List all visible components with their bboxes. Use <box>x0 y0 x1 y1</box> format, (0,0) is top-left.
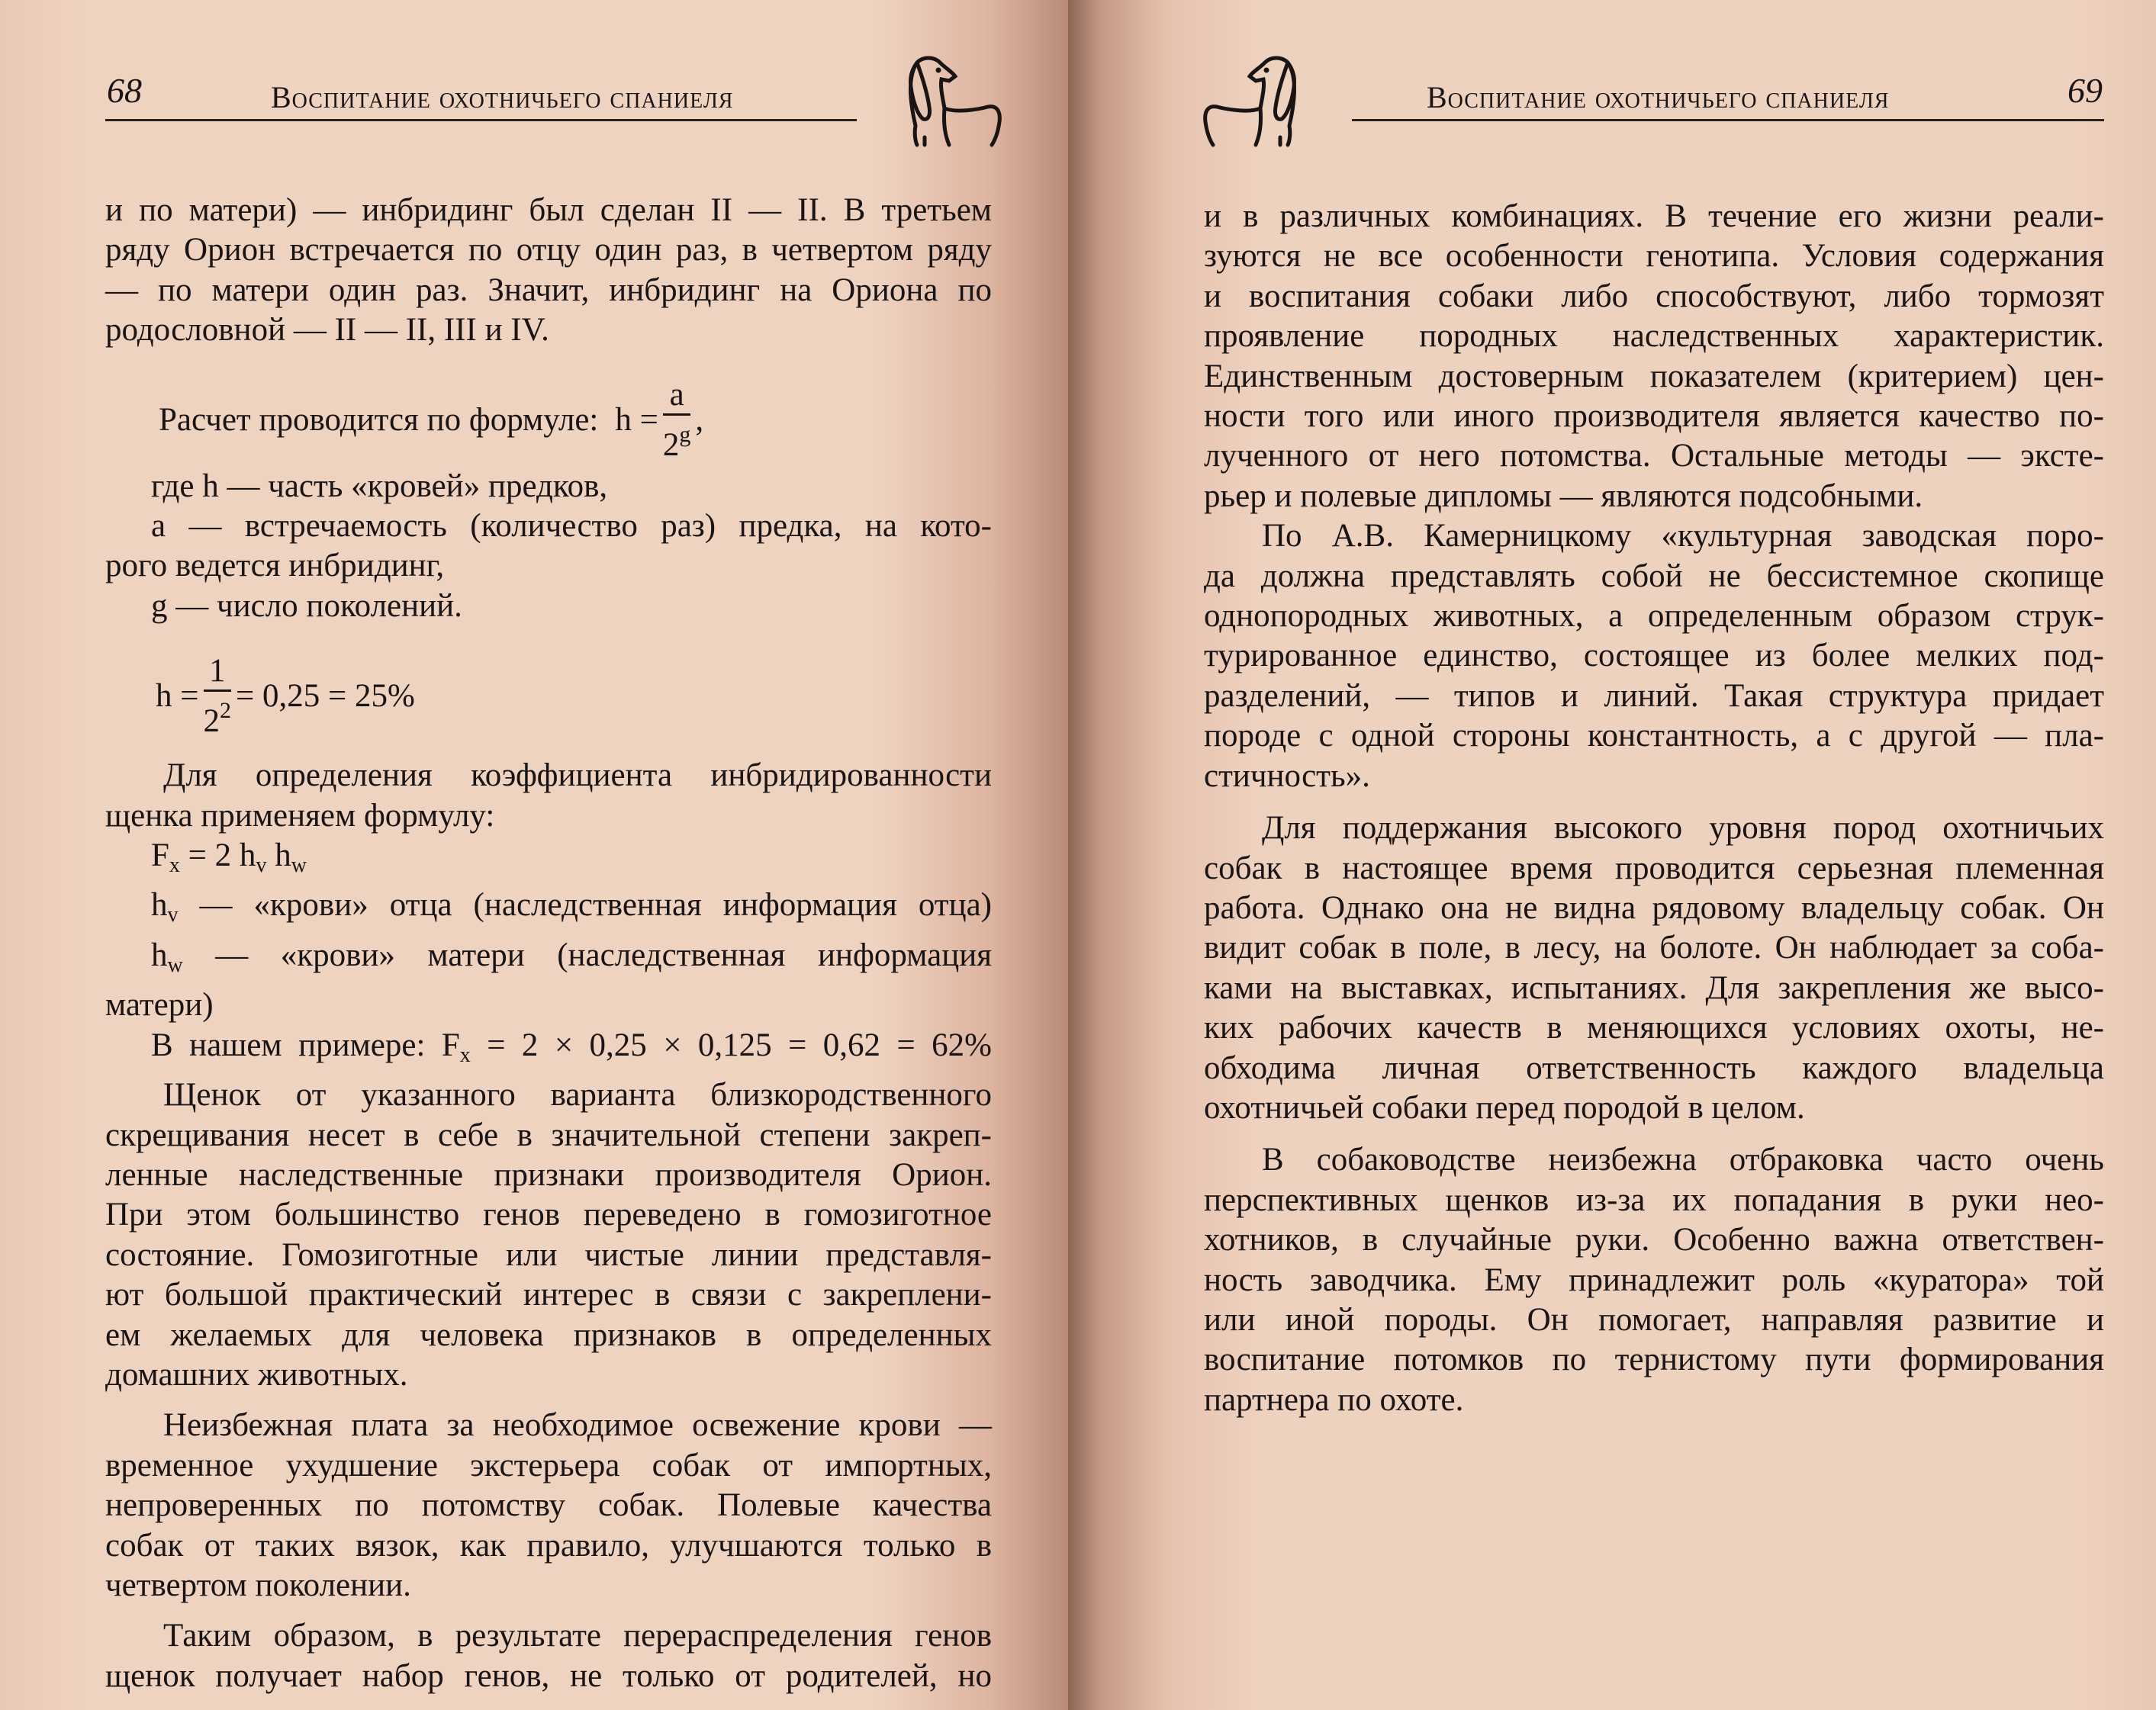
text-line: родословной — II — II, III и IV. <box>105 312 549 349</box>
formula-lhs: h = <box>615 402 658 439</box>
text-line: ют большой практический интерес в связи с закреплени- <box>105 1277 992 1313</box>
numerator: a <box>663 377 691 416</box>
text-line: зуются не все особенности генотипа. Условия содержания <box>1204 238 2104 275</box>
fx-formula: $F_x = 2$ $h_v$ $h_w$ <box>151 837 307 878</box>
spaniel-icon <box>1198 53 1335 149</box>
page-number: 68 <box>107 71 142 110</box>
text-line: лученного от него потомства. Остальные методы — эксте- <box>1204 438 2104 474</box>
text-line: скрещивания несет в себе в значительной степени закреп- <box>105 1117 992 1153</box>
text-line: хотников, в случайные руки. Особенно важна ответствен- <box>1204 1222 2104 1258</box>
text-line: собак в настоящее время проводится серьезная племенная <box>1204 850 2104 886</box>
text-line: ность заводчика. Ему принадлежит роль «куратора» той <box>1204 1262 2104 1298</box>
text-line: Единственным достоверным показателем (критерием) цен- <box>1204 358 2104 394</box>
text-line: разделений, — типов и линий. Такая структура придает <box>1204 677 2104 714</box>
text-line: состояние. Гомозиготные или чистые линии представля- <box>105 1236 992 1273</box>
text-line: перспективных щенков из-за их попадания в руки нео- <box>1204 1181 2104 1218</box>
definition-line: где h — часть «кровей» предков, <box>151 468 608 504</box>
text-line: непроверенных по потомству собак. Полевые качества <box>105 1487 992 1524</box>
text-line: породе с одной стороны константность, а с другой — пла- <box>1204 718 2104 754</box>
text-line: и в различных комбинациях. В течение его жизни реали- <box>1204 198 2104 234</box>
text-line: охотничьей собаки перед породой в целом. <box>1204 1089 1805 1126</box>
definition-line: рого ведется инбридинг, <box>105 548 445 584</box>
spaniel-icon <box>870 53 1007 149</box>
hv-definition: $h_v$ — «крови» отца (наследственная информация отца) <box>151 887 992 927</box>
fraction <box>663 377 691 464</box>
text-line: ряду Орион встречается по отцу один раз, в четвертом ряду <box>105 232 992 268</box>
text-line: Таким образом, в результате перераспределения генов <box>163 1618 992 1654</box>
denominator: 2$^g$ <box>662 422 691 464</box>
text-line: четвертом поколении. <box>105 1567 411 1603</box>
text-line: ем желаемых для человека признаков в определенных <box>105 1316 992 1353</box>
running-head <box>0 70 1068 131</box>
right-body <box>1204 197 2104 1420</box>
text-line: турированное единство, состоящее из более мелких под- <box>1204 638 2104 674</box>
text-line: В собаководстве неизбежна отбраковка часто очень <box>1262 1142 2104 1178</box>
text-line: ности того или иного производителя является качество по- <box>1204 398 2104 435</box>
text-line: работа. Однако она не видна рядовому владельцу собак. Он <box>1204 889 2104 926</box>
text-line: Для определения коэффициента инбридированности <box>163 757 992 794</box>
page-number: 69 <box>2068 71 2103 110</box>
formula-intro: Расчет проводится по формуле: <box>159 402 599 439</box>
definition-line: a — встречаемость (количество раз) предка, на кото- <box>151 508 992 545</box>
formula-tail: , <box>695 402 704 439</box>
right-page <box>1068 0 2156 1710</box>
text-line: видит собак в поле, в лесу, на болоте. Он наблюдает за соба- <box>1204 930 2104 966</box>
left-page <box>0 0 1068 1710</box>
running-head <box>1068 70 2156 131</box>
text-line: щенка применяем формулу: <box>105 797 495 834</box>
hw-definition: $h_w$ — «крови» матери (наследственная информация <box>151 937 992 977</box>
formula-lhs: h = <box>156 678 199 715</box>
text-line: домашних животных. <box>105 1356 408 1393</box>
example-line: В нашем примере: $F_x = 2 \times 0,25 \times 0,125 = 0,62 = 62\%$ <box>151 1027 993 1067</box>
text-line: Неизбежная плата за необходимое освежение крови — <box>163 1407 992 1444</box>
text-line: рьер и полевые дипломы — являются подсобными. <box>1204 477 1923 514</box>
formula-rhs: = 0,25 = 25% <box>236 678 415 715</box>
text-line: Для поддержания высокого уровня пород охотничьих <box>1262 810 2104 847</box>
text-line: партнера по охоте. <box>1204 1381 1464 1418</box>
running-title: Воспитание охотничьего спаниеля <box>271 80 734 114</box>
text-line: и воспитания собаки либо способствуют, либо тормозят <box>1204 278 2104 314</box>
text-line: однопородных животных, а определенным образом струк- <box>1204 598 2104 635</box>
formula-1 <box>105 375 992 467</box>
text-line: стичность». <box>1204 757 1370 794</box>
text-line: Щенок от указанного варианта близкородственного <box>163 1077 992 1114</box>
text-line: ких рабочих качеств в меняющихся условиях охоты, не- <box>1204 1010 2104 1046</box>
text-line: ленные наследственные признаки производителя Орион. <box>105 1156 992 1193</box>
formula-2 <box>105 651 992 742</box>
text-line: ками на выставках, испытаниях. Для закрепления же высо- <box>1204 969 2104 1006</box>
text-line: матери) <box>105 987 214 1024</box>
text-line: временное ухудшение экстерьера собак от импортных, <box>105 1447 992 1483</box>
text-line: или иной породы. Он помогает, направляя развитие и <box>1204 1301 2104 1338</box>
left-body <box>105 191 992 1696</box>
text-line: воспитание потомков по тернистому пути формирования <box>1204 1342 2104 1378</box>
text-line: — по матери один раз. Значит, инбридинг на Ориона по <box>105 272 992 308</box>
definition-line: g — число поколений. <box>151 587 462 624</box>
text-line: щенок получает набор генов, не только от родителей, но <box>105 1657 992 1694</box>
text-line: проявление породных наследственных характеристик. <box>1204 318 2104 355</box>
running-title: Воспитание охотничьего спаниеля <box>1427 80 1890 114</box>
text-line: обходима личная ответственность каждого владельца <box>1204 1049 2104 1086</box>
numerator: 1 <box>204 653 232 692</box>
header-rule <box>105 119 857 121</box>
denominator: $2^2$ <box>203 697 232 739</box>
text-line: При этом большинство генов переведено в гомозиготное <box>105 1197 992 1233</box>
text-line: По А.В. Камерницкому «культурная заводская поро- <box>1262 518 2104 554</box>
fraction <box>204 653 232 741</box>
header-rule <box>1352 119 2104 121</box>
text-line: собак от таких вязок, как правило, улучшаются только в <box>105 1527 992 1564</box>
text-line: да должна представлять собой не бессистемное скопище <box>1204 558 2104 594</box>
text-line: и по матери) — инбридинг был сделан II — II. В третьем <box>105 192 992 228</box>
